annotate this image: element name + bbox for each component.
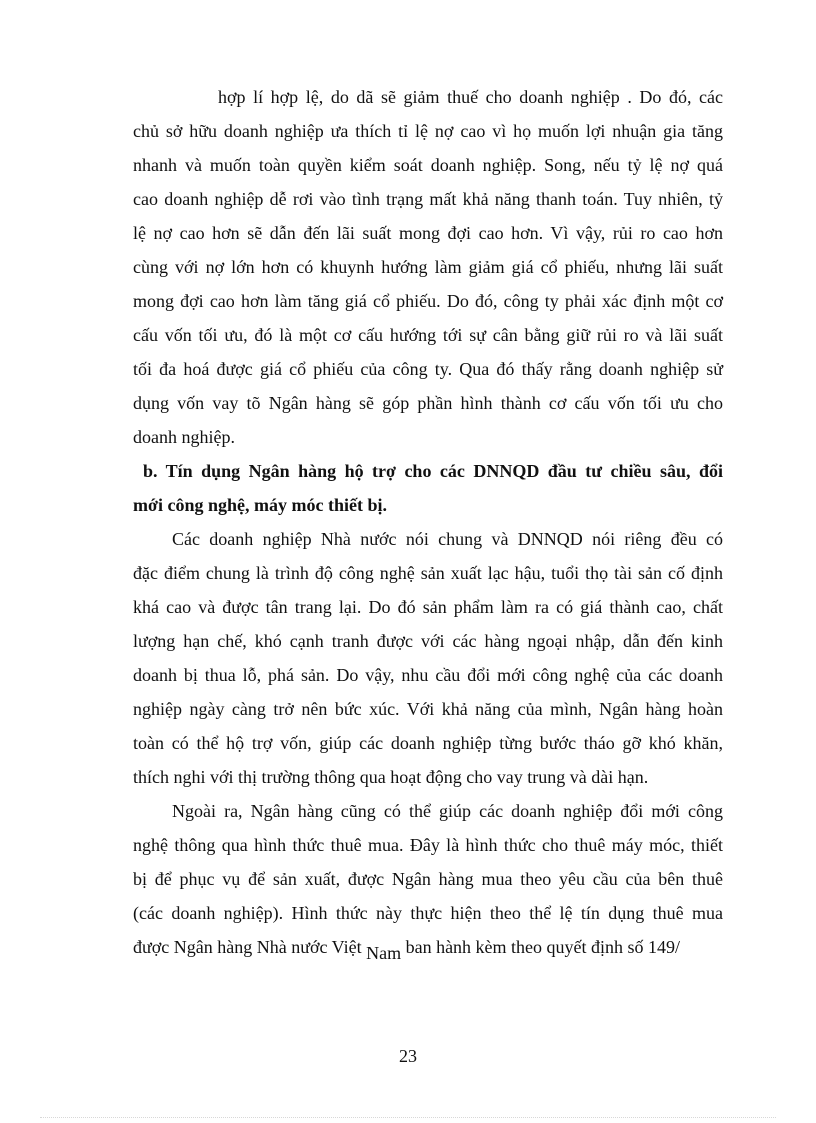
text-line: đặc điểm chung là trình độ công nghệ sản xuất lạc hậu, tuổi thọ tài sản cố định — [133, 563, 723, 583]
text-line: doanh nghiệp. — [133, 427, 235, 447]
text-line: hợp lí hợp lệ, do dã sẽ giảm thuế cho doanh nghiệp . Do đó, các — [218, 87, 723, 107]
footer-divider — [40, 1117, 776, 1118]
text-fragment: được Ngân hàng Nhà nước Việt — [133, 937, 362, 957]
text-fragment: ban hành kèm theo quyết định số 149/ — [405, 937, 681, 957]
text-line: nghiệp ngày càng trở nên bức xúc. Với khả năng của mình, Ngân hàng hoàn — [133, 699, 723, 719]
page-number: 23 — [399, 1046, 417, 1066]
section-heading — [133, 454, 723, 522]
text-line: cao doanh nghiệp dễ rơi vào tình trạng mất khả năng thanh toán. Tuy nhiên, tỷ — [133, 189, 723, 209]
heading-line: mới công nghệ, máy móc thiết bị. — [133, 495, 387, 515]
text-line: dụng vốn vay tõ Ngân hàng sẽ góp phần hình thành cơ cấu vốn tối ưu cho — [133, 393, 723, 413]
text-line: Các doanh nghiệp Nhà nước nói chung và DNNQD nói riêng đều có — [172, 529, 723, 549]
text-line: (các doanh nghiệp). Hình thức này thực hiện theo thể lệ tín dụng thuê mua — [133, 903, 723, 923]
text-line: toàn có thể hộ trợ vốn, giúp các doanh nghiệp từng bước tháo gỡ khó khăn, — [133, 733, 723, 753]
text-line: mong đợi cao hơn làm tăng giá cổ phiếu. Do đó, công ty phải xác định một cơ — [133, 291, 723, 311]
text-line: nhanh và muốn toàn quyền kiểm soát doanh nghiệp. Song, nếu tỷ lệ nợ quá — [133, 155, 723, 175]
text-line — [133, 930, 723, 964]
text-line: lượng hạn chế, khó cạnh tranh được với các hàng ngoại nhập, dẫn đến kinh — [133, 631, 723, 651]
text-line: khá cao và được tân trang lại. Do đó sản phẩm làm ra có giá thành cao, chất — [133, 597, 723, 617]
text-line: tối đa hoá được giá cổ phiếu của công ty. Qua đó thấy rằng doanh nghiệp sử — [133, 359, 723, 379]
text-line: cùng với nợ lớn hơn có khuynh hướng làm giảm giá cổ phiếu, nhưng lãi suất — [133, 257, 723, 277]
paragraph-technology-renewal — [133, 522, 723, 794]
text-line: Ngoài ra, Ngân hàng cũng có thể giúp các doanh nghiệp đổi mới công — [172, 801, 723, 821]
heading-line: b. Tín dụng Ngân hàng hộ trợ cho các DNNQD đầu tư chiều sâu, đổi — [143, 461, 723, 481]
text-line: lệ nợ cao hơn sẽ dẫn đến lãi suất mong đợi cao hơn. Vì vậy, rủi ro cao hơn — [133, 223, 723, 243]
page-content — [133, 80, 723, 964]
text-line: thích nghi với thị trường thông qua hoạt động cho vay trung và dài hạn. — [133, 767, 649, 787]
text-line: bị để phục vụ để sản xuất, được Ngân hàng mua theo yêu cầu của bên thuê — [133, 869, 723, 889]
text-fragment-offset: Nam — [366, 943, 402, 963]
text-line: nghệ thông qua hình thức thuê mua. Đây là hình thức cho thuê máy móc, thiết — [133, 835, 723, 855]
text-line: cấu vốn tối ưu, đó là một cơ cấu hướng tới sự cân bằng giữ rủi ro và lãi suất — [133, 325, 723, 345]
paragraph-capital-structure — [133, 80, 723, 454]
text-line: doanh bị thua lỗ, phá sản. Do vậy, nhu cầu đổi mới công nghệ của các doanh — [133, 665, 723, 685]
text-line: chủ sở hữu doanh nghiệp ưa thích tỉ lệ nợ cao vì họ muốn lợi nhuận gia tăng — [133, 121, 723, 141]
paragraph-leasing — [133, 794, 723, 964]
